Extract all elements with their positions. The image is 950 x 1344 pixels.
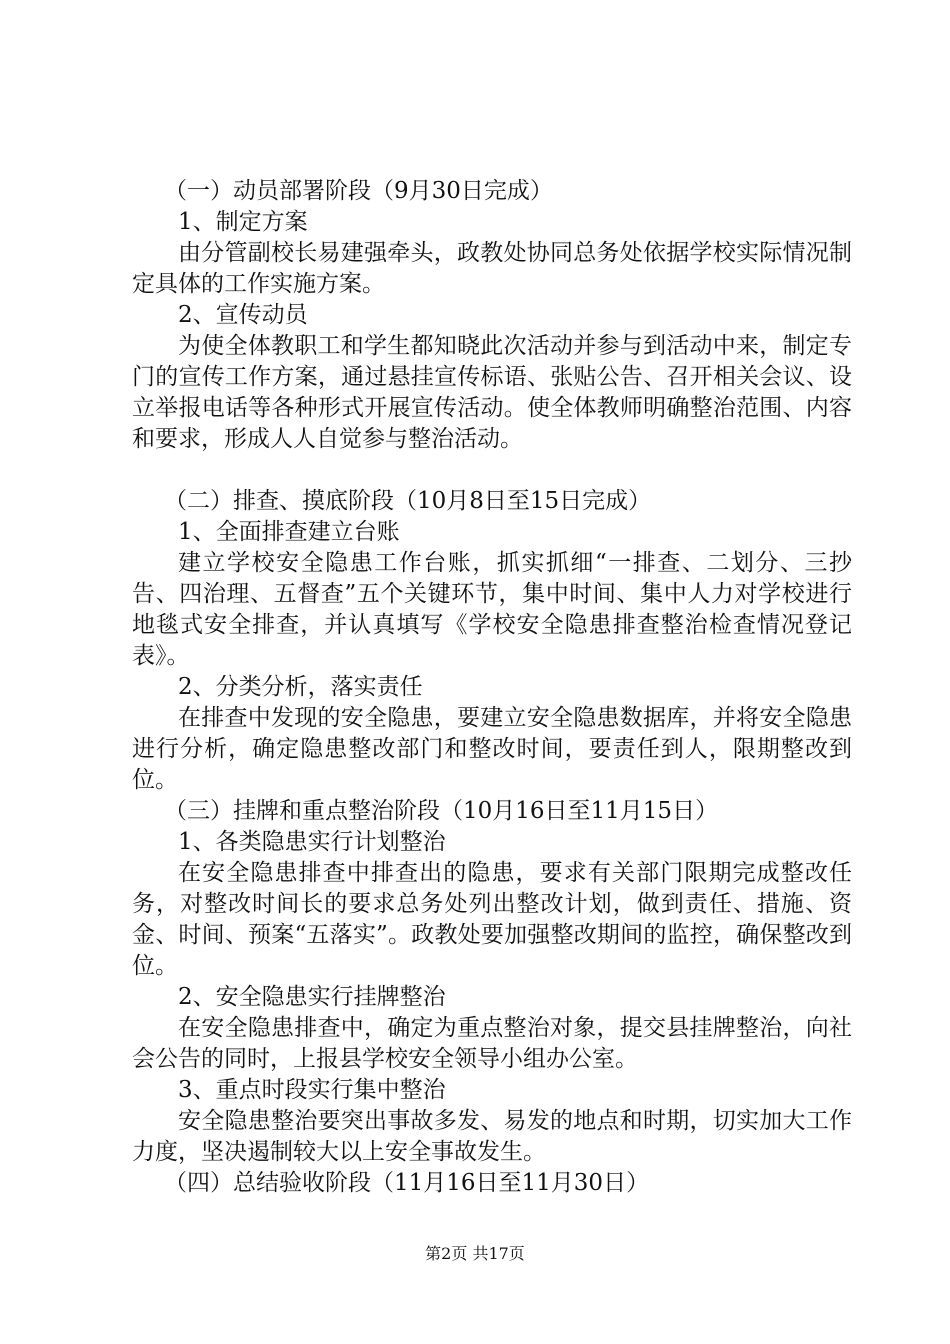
page-number-footer: 第2页 共17页 bbox=[425, 1244, 525, 1263]
item-paragraph: 在安全隐患排查中排查出的隐患，要求有关部门限期完成整改任务，对整改时间长的要求总务处列出整改计划，做到责任、措施、资金、时间、预案“五落实”。政教处要加强整改期间的监控，确保整改到位。 bbox=[132, 860, 852, 979]
section-heading-3: （三）挂牌和重点整治阶段（10月16日至11月15日） bbox=[164, 798, 719, 824]
item-title: 1、各类隐患实行计划整治 bbox=[178, 829, 446, 855]
item-paragraph: 安全隐患整治要突出事故多发、易发的地点和时期，切实加大工作力度，坚决遏制较大以上安全事故发生。 bbox=[132, 1108, 852, 1165]
section-heading-4: （四）总结验收阶段（11月16日至11月30日） bbox=[164, 1170, 650, 1196]
item-title: 1、制定方案 bbox=[178, 209, 308, 235]
item-paragraph: 在排查中发现的安全隐患，要建立安全隐患数据库，并将安全隐患进行分析，确定隐患整改部门和整改时间，要责任到人，限期整改到位。 bbox=[132, 705, 852, 793]
item-title: 1、全面排查建立台账 bbox=[178, 519, 400, 545]
item-title: 3、重点时段实行集中整治 bbox=[178, 1077, 446, 1103]
section-heading-2: （二）排查、摸底阶段（10月8日至15日完成） bbox=[164, 488, 652, 514]
item-title: 2、安全隐患实行挂牌整治 bbox=[178, 984, 446, 1010]
section-spacer bbox=[132, 455, 852, 486]
section-heading-1: （一）动员部署阶段（9月30日完成） bbox=[164, 178, 553, 204]
item-title: 2、分类分析，落实责任 bbox=[178, 674, 423, 700]
document-body bbox=[132, 176, 852, 1199]
item-paragraph: 为使全体教职工和学生都知晓此次活动并参与到活动中来，制定专门的宣传工作方案，通过悬挂宣传标语、张贴公告、召开相关会议、设立举报电话等各种形式开展宣传活动。使全体教师明确整治范围、内容和要求，形成人人自觉参与整治活动。 bbox=[132, 333, 852, 452]
item-paragraph: 在安全隐患排查中，确定为重点整治对象，提交县挂牌整治，向社会公告的同时，上报县学校安全领导小组办公室。 bbox=[132, 1015, 852, 1072]
item-title: 2、宣传动员 bbox=[178, 302, 308, 328]
item-paragraph: 由分管副校长易建强牵头，政教处协同总务处依据学校实际情况制定具体的工作实施方案。 bbox=[132, 240, 852, 297]
item-paragraph: 建立学校安全隐患工作台账，抓实抓细“一排查、二划分、三抄告、四治理、五督查”五个关键环节，集中时间、集中人力对学校进行地毯式安全排查，并认真填写《学校安全隐患排查整治检查情况登记表》。 bbox=[132, 550, 852, 669]
